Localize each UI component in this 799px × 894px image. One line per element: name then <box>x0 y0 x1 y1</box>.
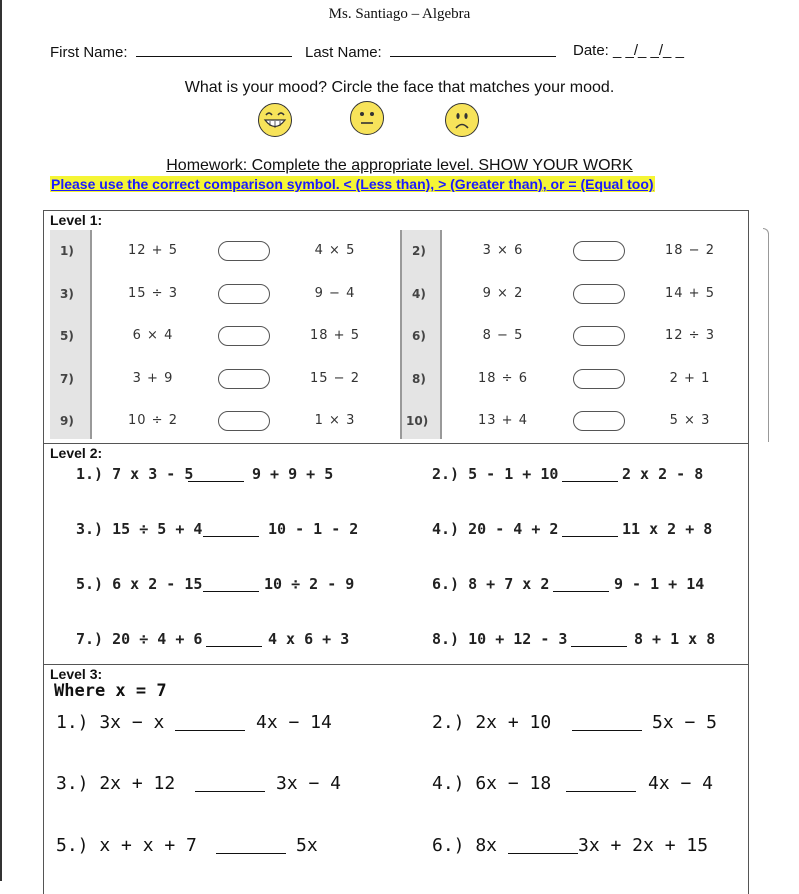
problem-number: 4) <box>412 287 426 301</box>
comparison-left-expression: 1.) 7 x 3 - 5 <box>76 465 194 483</box>
answer-blank[interactable] <box>216 839 286 854</box>
comparison-right-expression: 4 x 6 + 3 <box>268 630 350 648</box>
comparison-right-expression: 5x − 5 <box>652 712 718 733</box>
answer-blank[interactable] <box>566 777 636 792</box>
first-name-row <box>50 42 292 61</box>
problem-number: 6) <box>412 329 426 343</box>
comparison-right-expression: 10 ÷ 2 - 9 <box>264 575 355 593</box>
problem-left-expression: 6 × 4 <box>132 328 174 343</box>
grinning-face-icon[interactable] <box>258 103 292 137</box>
comparison-right-expression: 8 + 1 x 8 <box>634 630 716 648</box>
last-name-field[interactable] <box>390 42 556 57</box>
comparison-left-expression: 6.) 8 + 7 x 2 <box>432 575 550 593</box>
first-name-field[interactable] <box>136 42 292 57</box>
answer-blank[interactable] <box>203 577 259 592</box>
comparison-right-expression: 9 - 1 + 14 <box>614 575 705 593</box>
problem-left-expression: 15 ÷ 3 <box>128 286 178 301</box>
problem-right-expression: 1 × 3 <box>314 413 356 428</box>
answer-oval[interactable] <box>573 241 625 261</box>
problem-number: 1) <box>60 244 74 258</box>
answer-blank[interactable] <box>571 632 627 647</box>
problem-left-expression: 18 ÷ 6 <box>478 371 528 386</box>
neutral-face-icon[interactable] <box>350 101 384 135</box>
problem-number: 2) <box>412 244 426 258</box>
answer-blank[interactable] <box>572 716 642 731</box>
comparison-right-expression: 2 x 2 - 8 <box>622 465 704 483</box>
answer-blank[interactable] <box>195 777 265 792</box>
comparison-left-expression: 3.) 2x + 12 <box>56 773 176 794</box>
problem-right-expression: 2 + 1 <box>669 371 711 386</box>
problem-left-expression: 3 + 9 <box>132 371 174 386</box>
level1-title: Level 1: <box>50 212 103 228</box>
problem-right-expression: 12 ÷ 3 <box>665 328 715 343</box>
problem-number: 3) <box>60 287 74 301</box>
comparison-instruction: Please use the correct comparison symbol. < (Less than), > (Greater than), or = (Equal too) <box>51 176 654 192</box>
comparison-left-expression: 5.) 6 x 2 - 15 <box>76 575 203 593</box>
comparison-left-expression: 4.) 20 - 4 + 2 <box>432 520 559 538</box>
answer-oval[interactable] <box>218 284 270 304</box>
answer-oval[interactable] <box>218 369 270 389</box>
answer-oval[interactable] <box>573 284 625 304</box>
answer-oval[interactable] <box>573 326 625 346</box>
problem-number: 8) <box>412 372 426 386</box>
column-divider <box>400 230 402 439</box>
answer-blank[interactable] <box>206 632 262 647</box>
column-divider <box>440 230 442 439</box>
problem-left-expression: 3 × 6 <box>482 243 524 258</box>
answer-blank[interactable] <box>188 467 244 482</box>
problem-right-expression: 14 + 5 <box>665 286 715 301</box>
comparison-right-expression: 9 + 9 + 5 <box>252 465 334 483</box>
comparison-left-expression: 2.) 2x + 10 <box>432 712 552 733</box>
date-field[interactable]: Date: _ _/_ _/_ _ <box>573 42 684 59</box>
first-name-label: First Name: <box>50 44 128 61</box>
problem-left-expression: 9 × 2 <box>482 286 524 301</box>
comparison-right-expression: 4x − 14 <box>256 712 332 733</box>
sad-face-icon[interactable] <box>445 103 479 137</box>
column-divider <box>90 230 92 439</box>
comparison-left-expression: 7.) 20 ÷ 4 + 6 <box>76 630 203 648</box>
problem-number: 5) <box>60 329 74 343</box>
problem-left-expression: 8 − 5 <box>482 328 524 343</box>
teacher-header: Ms. Santiago – Algebra <box>328 6 471 22</box>
problem-right-expression: 18 − 2 <box>665 243 715 258</box>
comparison-right-expression: 5x <box>296 835 318 856</box>
comparison-right-expression: 3x + 2x + 15 <box>578 835 709 856</box>
comparison-left-expression: 1.) 3x − x <box>56 712 165 733</box>
problem-right-expression: 4 × 5 <box>314 243 356 258</box>
problem-left-expression: 12 + 5 <box>128 243 178 258</box>
answer-oval[interactable] <box>218 411 270 431</box>
level3-subtitle: Where x = 7 <box>54 681 167 701</box>
scrollbar[interactable] <box>763 228 769 442</box>
comparison-left-expression: 5.) x + x + 7 <box>56 835 197 856</box>
answer-blank[interactable] <box>553 577 609 592</box>
problem-number: 10) <box>406 414 429 428</box>
comparison-left-expression: 6.) 8x <box>432 835 498 856</box>
homework-title: Homework: Complete the appropriate level. SHOW YOUR WORK <box>166 157 633 174</box>
problem-right-expression: 15 − 2 <box>310 371 360 386</box>
level3-title: Level 3: <box>50 666 103 682</box>
problem-number: 7) <box>60 372 74 386</box>
answer-oval[interactable] <box>573 411 625 431</box>
answer-oval[interactable] <box>573 369 625 389</box>
problem-right-expression: 18 + 5 <box>310 328 360 343</box>
answer-blank[interactable] <box>175 716 245 731</box>
answer-blank[interactable] <box>562 467 618 482</box>
answer-blank[interactable] <box>508 839 578 854</box>
problem-left-expression: 13 + 4 <box>478 413 528 428</box>
problem-number: 9) <box>60 414 74 428</box>
comparison-left-expression: 2.) 5 - 1 + 10 <box>432 465 559 483</box>
comparison-left-expression: 3.) 15 ÷ 5 + 4 <box>76 520 203 538</box>
answer-blank[interactable] <box>203 522 259 537</box>
answer-oval[interactable] <box>218 241 270 261</box>
problem-left-expression: 10 ÷ 2 <box>128 413 178 428</box>
comparison-left-expression: 8.) 10 + 12 - 3 <box>432 630 568 648</box>
level2-title: Level 2: <box>50 445 103 461</box>
comparison-right-expression: 11 x 2 + 8 <box>622 520 713 538</box>
page-left-edge <box>0 0 2 881</box>
comparison-left-expression: 4.) 6x − 18 <box>432 773 552 794</box>
answer-blank[interactable] <box>562 522 618 537</box>
comparison-right-expression: 10 - 1 - 2 <box>268 520 359 538</box>
comparison-right-expression: 4x − 4 <box>648 773 714 794</box>
problem-right-expression: 9 − 4 <box>314 286 356 301</box>
comparison-right-expression: 3x − 4 <box>276 773 342 794</box>
last-name-row <box>305 42 556 61</box>
last-name-label: Last Name: <box>305 44 382 61</box>
answer-oval[interactable] <box>218 326 270 346</box>
problem-right-expression: 5 × 3 <box>669 413 711 428</box>
mood-prompt: What is your mood? Circle the face that matches your mood. <box>184 79 615 96</box>
